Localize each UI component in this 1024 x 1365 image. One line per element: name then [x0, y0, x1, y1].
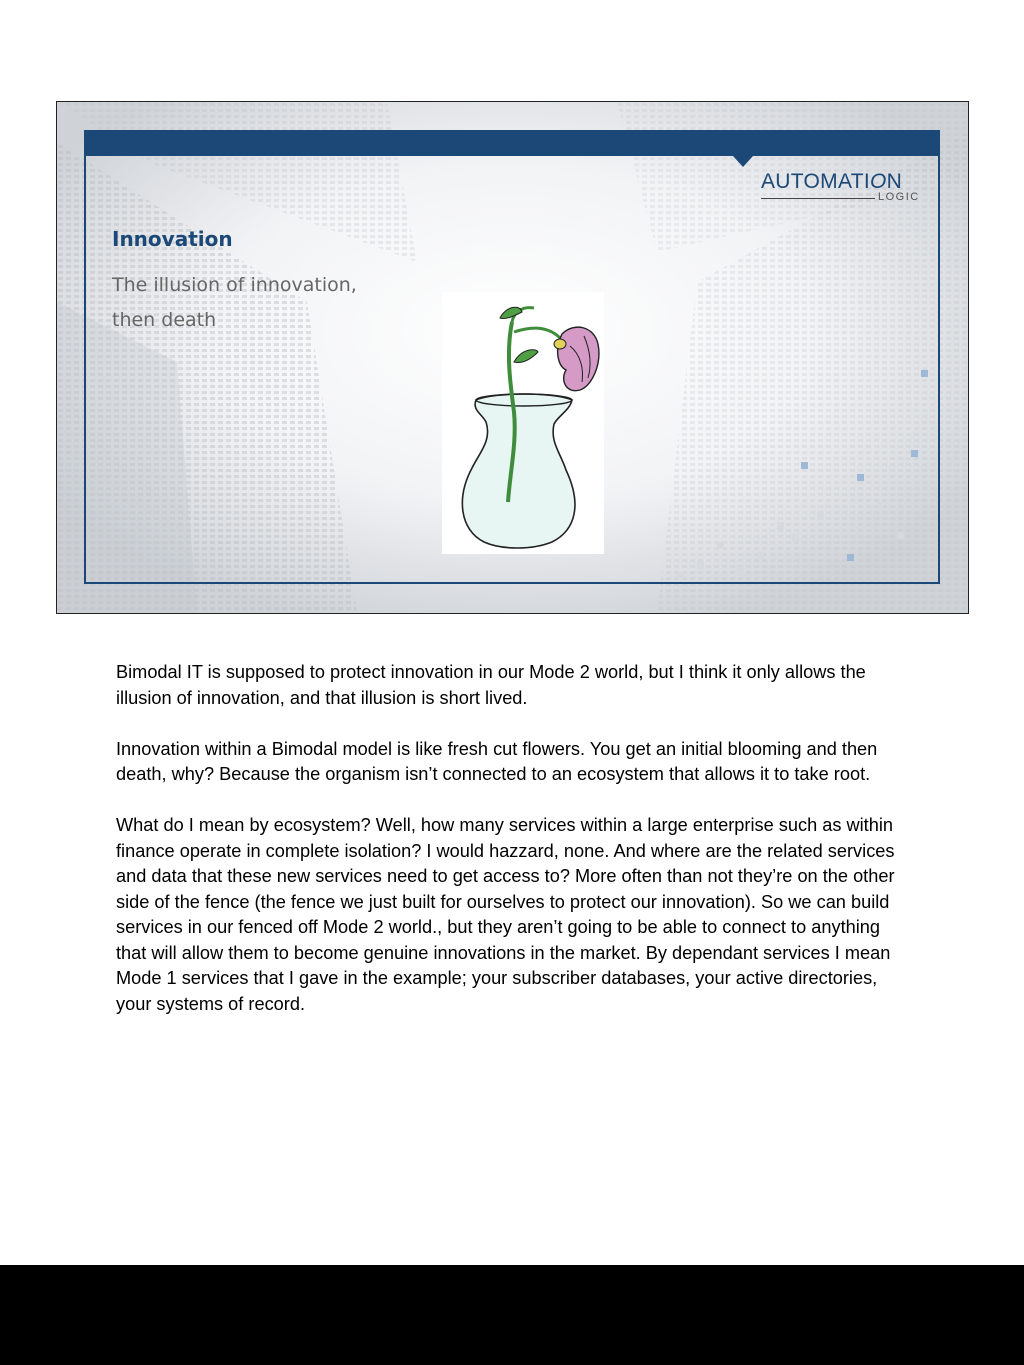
header-bar [84, 130, 940, 156]
wilted-flower-in-vase-icon [442, 292, 604, 554]
bottom-black-band [0, 1265, 1024, 1365]
slide-title: Innovation [112, 227, 233, 251]
logo-wordmark: AUTOMATION [761, 170, 903, 193]
logo-underline [761, 198, 875, 199]
slide-subtitle-line-1: The illusion of innovation, [112, 274, 357, 296]
automation-logic-logo [761, 170, 926, 206]
logo-subtext: LOGIC [878, 191, 920, 203]
notes-paragraph-2: Innovation within a Bimodal model is like fresh cut flowers. You get an initial blooming and then death, why? Because the organism isn’t connected to an ecosystem that allows it to take root. [116, 738, 878, 784]
speaker-notes [116, 660, 906, 1043]
slide-thumbnail [56, 101, 969, 614]
logo-o-glyph: O [869, 170, 887, 193]
slide-subtitle [112, 268, 412, 338]
notes-paragraph-3: What do I mean by ecosystem? Well, how many services within a large enterprise such as within finance operate in complete isolation? I would hazzard, none. And where are the related services and data that these new services need to get access to? More often than not they’re on the other side of the fence (the fence we just built for ourselves to protect our innovation). So we can build services in our fenced off Mode 2 world., but they aren’t going to be able to connect to anything that will allow them to become genuine innovations in the market. By dependant services I mean Mode 1 services that I gave in the example; your subscriber databases, your active directories, your systems of record. [116, 815, 895, 1014]
slide-subtitle-line-2: then death [112, 309, 217, 331]
notes-paragraph-1: Bimodal IT is supposed to protect innovation in our Mode 2 world, but I think it only allows the illusion of innovation, and that illusion is short lived. [116, 662, 866, 708]
